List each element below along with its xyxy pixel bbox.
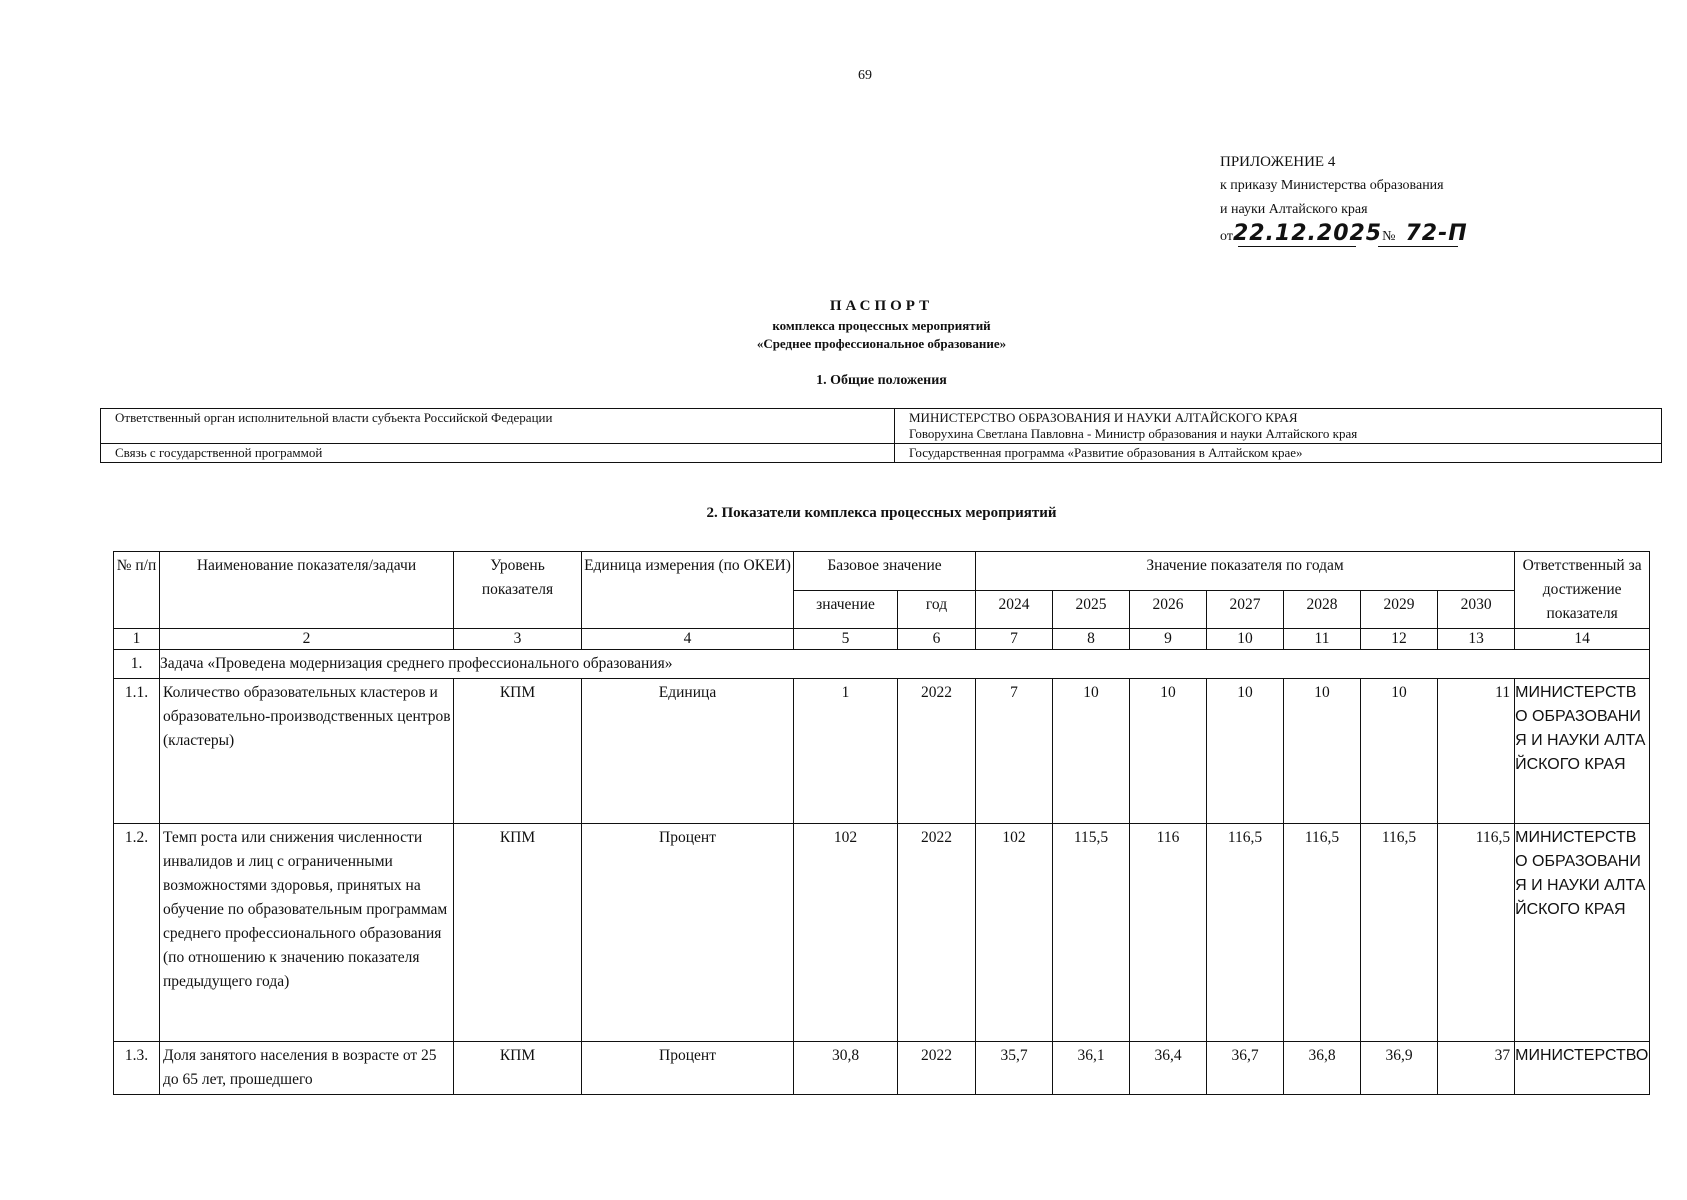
task-row bbox=[114, 650, 1650, 679]
table-row bbox=[114, 824, 1650, 1042]
table-row bbox=[114, 1042, 1650, 1095]
row-value: 10 bbox=[1284, 679, 1361, 824]
general-label: Ответственный орган исполнительной власти субъекта Российской Федерации bbox=[101, 409, 895, 444]
order-number-handwritten: 72-П bbox=[1405, 221, 1468, 246]
column-number: 13 bbox=[1438, 629, 1515, 650]
row-num: 1.3. bbox=[114, 1042, 160, 1095]
row-base-value: 102 bbox=[794, 824, 898, 1042]
task-num: 1. bbox=[114, 650, 160, 679]
date-underline bbox=[1238, 246, 1356, 247]
passport-title: ПАСПОРТ bbox=[829, 298, 934, 314]
passport-name: «Среднее профессиональное образование» bbox=[756, 336, 1007, 351]
general-row bbox=[101, 409, 1662, 444]
row-base-year: 2022 bbox=[898, 1042, 976, 1095]
row-value: 36,7 bbox=[1207, 1042, 1284, 1095]
header-num: № п/п bbox=[114, 552, 160, 629]
row-value: 116,5 bbox=[1361, 824, 1438, 1042]
header-base: Базовое значение bbox=[794, 552, 976, 591]
header-by-years: Значение показателя по годам bbox=[976, 552, 1515, 591]
header-year: 2026 bbox=[1130, 590, 1207, 629]
column-number: 3 bbox=[454, 629, 582, 650]
appendix-block bbox=[1220, 150, 1468, 249]
header-base-value: значение bbox=[794, 590, 898, 629]
row-responsible: МИНИСТЕРСТВО ОБРАЗОВАНИЯ И НАУКИ АЛТАЙСКОГО КРАЯ bbox=[1515, 679, 1650, 824]
column-number: 10 bbox=[1207, 629, 1284, 650]
column-number: 7 bbox=[976, 629, 1053, 650]
row-unit: Процент bbox=[582, 824, 794, 1042]
header-year: 2027 bbox=[1207, 590, 1284, 629]
column-number: 14 bbox=[1515, 629, 1650, 650]
header-year: 2029 bbox=[1361, 590, 1438, 629]
row-value: 36,4 bbox=[1130, 1042, 1207, 1095]
row-num: 1.2. bbox=[114, 824, 160, 1042]
page-number: 69 bbox=[858, 68, 872, 83]
general-provisions-table bbox=[100, 408, 1662, 463]
header-unit: Единица измерения (по ОКЕИ) bbox=[582, 552, 794, 629]
row-value: 116,5 bbox=[1207, 824, 1284, 1042]
row-value: 36,1 bbox=[1053, 1042, 1130, 1095]
row-unit: Единица bbox=[582, 679, 794, 824]
header-year: 2030 bbox=[1438, 590, 1515, 629]
general-label: Связь с государственной программой bbox=[101, 444, 895, 463]
row-value: 116,5 bbox=[1438, 824, 1515, 1042]
row-value: 116,5 bbox=[1284, 824, 1361, 1042]
row-base-value: 1 bbox=[794, 679, 898, 824]
column-number: 12 bbox=[1361, 629, 1438, 650]
column-number: 6 bbox=[898, 629, 976, 650]
row-responsible: МИНИСТЕРСТВО ОБРАЗОВАНИЯ И НАУКИ АЛТАЙСКОГО КРАЯ bbox=[1515, 824, 1650, 1042]
row-value: 116 bbox=[1130, 824, 1207, 1042]
appendix-title: ПРИЛОЖЕНИЕ 4 bbox=[1220, 154, 1336, 170]
row-value: 10 bbox=[1130, 679, 1207, 824]
general-value bbox=[895, 409, 1662, 444]
header-level: Уровень показателя bbox=[454, 552, 582, 629]
column-number: 9 bbox=[1130, 629, 1207, 650]
general-value: Государственная программа «Развитие образования в Алтайском крае» bbox=[895, 444, 1662, 463]
column-number: 5 bbox=[794, 629, 898, 650]
row-name: Темп роста или снижения численности инвалидов и лиц с ограниченными возможностями здоровья, принятых на обучение по образовательным программам среднего профессионального образования (по отношению к значению показателя предыдущего года) bbox=[160, 824, 454, 1042]
row-value: 7 bbox=[976, 679, 1053, 824]
number-underline bbox=[1378, 246, 1458, 247]
header-row-1 bbox=[114, 552, 1650, 591]
row-responsible: МИНИСТЕРСТВО bbox=[1515, 1042, 1650, 1095]
column-number: 4 bbox=[582, 629, 794, 650]
order-from-label: от bbox=[1220, 229, 1233, 244]
general-value-line-1: МИНИСТЕРСТВО ОБРАЗОВАНИЯ И НАУКИ АЛТАЙСКОГО КРАЯ bbox=[909, 410, 1298, 425]
header-year: 2024 bbox=[976, 590, 1053, 629]
header-responsible: Ответственный за достижение показателя bbox=[1515, 552, 1650, 629]
row-num: 1.1. bbox=[114, 679, 160, 824]
column-number: 2 bbox=[160, 629, 454, 650]
row-value: 11 bbox=[1438, 679, 1515, 824]
section-1-heading: 1. Общие положения bbox=[816, 373, 947, 388]
header-year: 2028 bbox=[1284, 590, 1361, 629]
row-value: 35,7 bbox=[976, 1042, 1053, 1095]
section-2-heading: 2. Показатели комплекса процессных мероприятий bbox=[706, 505, 1057, 521]
row-unit: Процент bbox=[582, 1042, 794, 1095]
row-value: 36,8 bbox=[1284, 1042, 1361, 1095]
task-text: Задача «Проведена модернизация среднего профессионального образования» bbox=[160, 650, 1650, 679]
indicators-table bbox=[113, 551, 1650, 1095]
column-numbers-row bbox=[114, 629, 1650, 650]
row-name: Доля занятого населения в возрасте от 25 до 65 лет, прошедшего bbox=[160, 1042, 454, 1095]
table-row bbox=[114, 679, 1650, 824]
row-value: 36,9 bbox=[1361, 1042, 1438, 1095]
row-base-value: 30,8 bbox=[794, 1042, 898, 1095]
row-level: КПМ bbox=[454, 679, 582, 824]
row-value: 115,5 bbox=[1053, 824, 1130, 1042]
header-name: Наименование показателя/задачи bbox=[160, 552, 454, 629]
row-level: КПМ bbox=[454, 1042, 582, 1095]
appendix-line-2: и науки Алтайского края bbox=[1220, 202, 1368, 217]
order-date-line bbox=[1220, 222, 1468, 249]
row-base-year: 2022 bbox=[898, 824, 976, 1042]
passport-subtitle: комплекса процессных мероприятий bbox=[772, 318, 991, 333]
row-name: Количество образовательных кластеров и образовательно-производственных центров (кластеры) bbox=[160, 679, 454, 824]
row-value: 10 bbox=[1361, 679, 1438, 824]
general-row bbox=[101, 444, 1662, 463]
row-base-year: 2022 bbox=[898, 679, 976, 824]
header-base-year: год bbox=[898, 590, 976, 629]
order-number-label: № bbox=[1382, 229, 1396, 244]
column-number: 8 bbox=[1053, 629, 1130, 650]
appendix-line-1: к приказу Министерства образования bbox=[1220, 178, 1444, 193]
row-value: 102 bbox=[976, 824, 1053, 1042]
general-value-line-2: Говорухина Светлана Павловна - Министр образования и науки Алтайского края bbox=[909, 426, 1358, 441]
row-value: 10 bbox=[1053, 679, 1130, 824]
column-number: 1 bbox=[114, 629, 160, 650]
header-year: 2025 bbox=[1053, 590, 1130, 629]
row-value: 10 bbox=[1207, 679, 1284, 824]
row-level: КПМ bbox=[454, 824, 582, 1042]
order-date-handwritten: 22.12.2025 bbox=[1232, 221, 1383, 246]
row-value: 37 bbox=[1438, 1042, 1515, 1095]
column-number: 11 bbox=[1284, 629, 1361, 650]
